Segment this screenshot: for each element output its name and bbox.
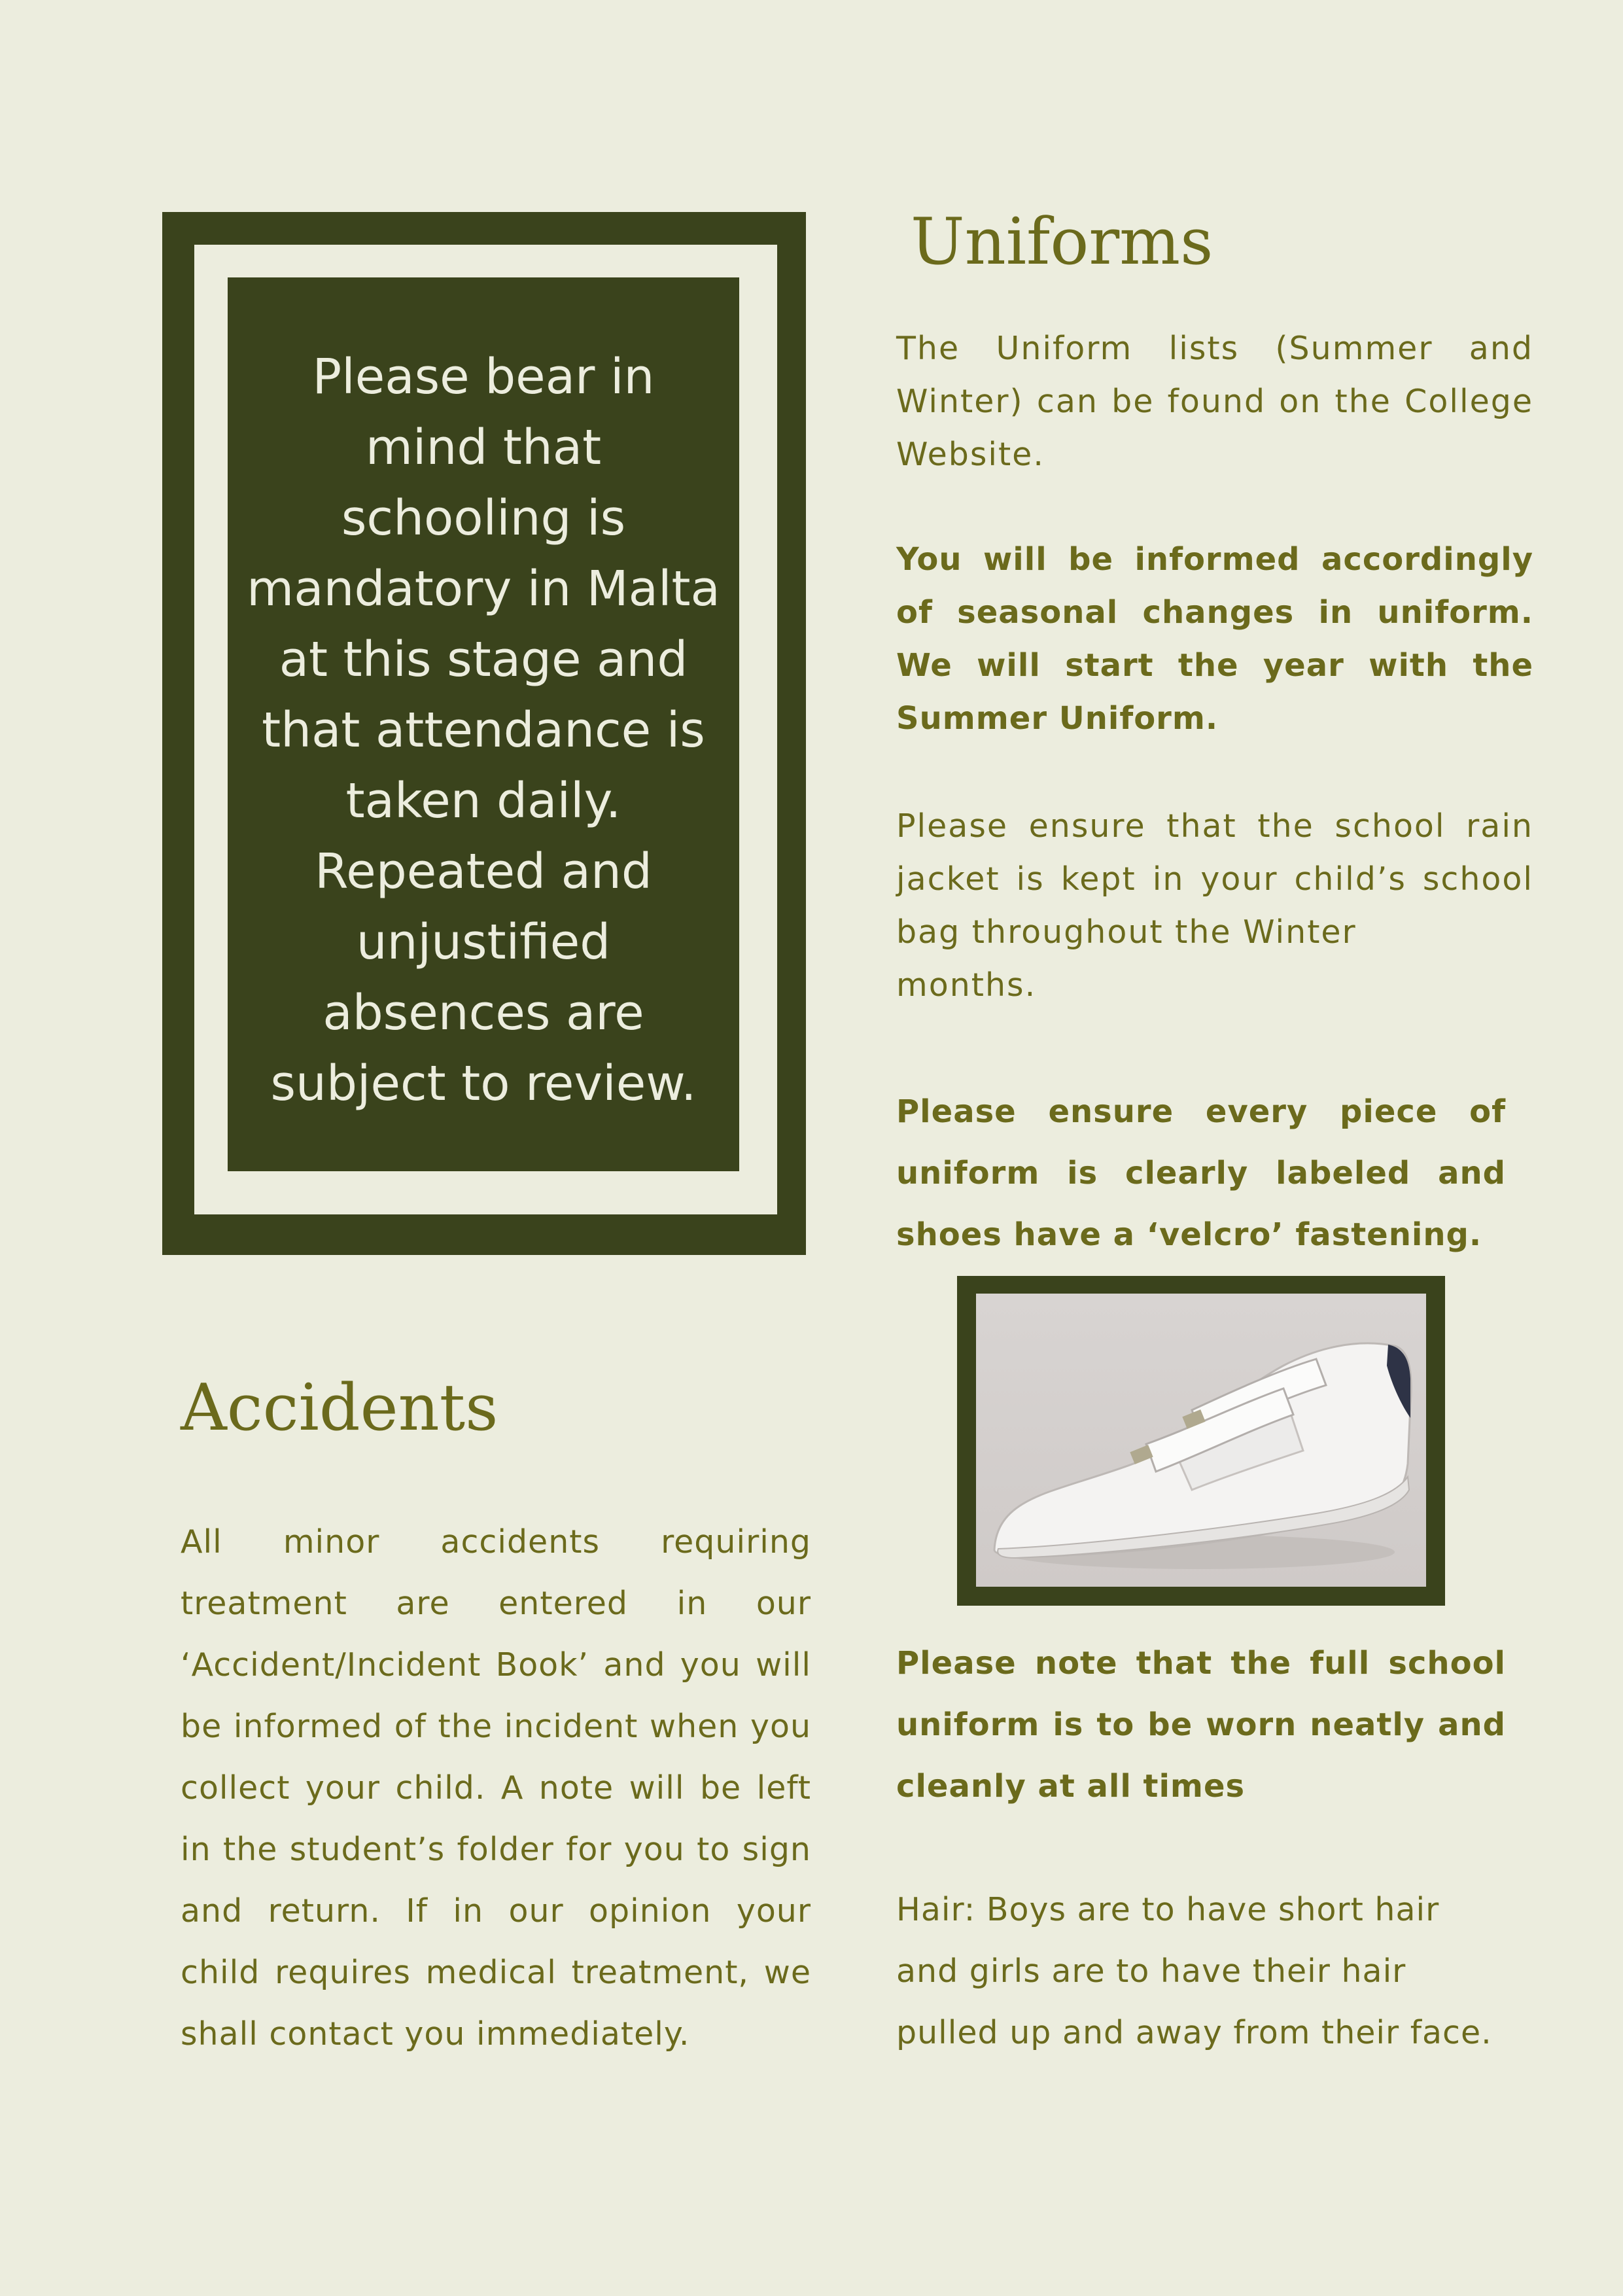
- notice-line: that attendance is: [262, 702, 705, 758]
- uniform-lists-paragraph: The Uniform lists (Summer and Winter) can be found on the College Website.: [896, 330, 1533, 473]
- notice-line: Please bear in: [312, 349, 655, 405]
- velcro-shoe-icon: [976, 1294, 1426, 1587]
- accidents-heading: Accidents: [181, 1371, 498, 1445]
- notice-line: unjustified: [356, 914, 611, 970]
- rain-jacket-paragraph: [896, 800, 1533, 1012]
- uniforms-heading: Uniforms: [911, 205, 1213, 279]
- attendance-notice: [228, 277, 739, 1171]
- notice-line: mind that: [365, 419, 602, 476]
- rain-jacket-text-end: months.: [896, 966, 1037, 1004]
- notice-line: schooling is: [341, 490, 626, 546]
- notice-line: absences are: [323, 985, 644, 1041]
- rain-jacket-text: Please ensure that the school rain jacket is kept in your child’s school bag throughout the Winter: [896, 807, 1533, 951]
- accidents-paragraph: All minor accidents requiring treatment are entered in our ‘Accident/Incident Book’ and you will be informed of the incident when you collect your child. A note will be left in the student’s folder for you to sign and return. If in our opinion your child requires medical treatment, we shall contact you immediately.: [181, 1523, 811, 2053]
- labeling-paragraph: Please ensure every piece of uniform is clearly labeled and shoes have a ‘velcro’ fastening.: [896, 1093, 1506, 1253]
- notice-line: mandatory in Malta: [247, 561, 720, 617]
- notice-line: subject to review.: [270, 1055, 697, 1112]
- notice-line: taken daily.: [345, 773, 621, 829]
- notice-line: at this stage and: [279, 631, 688, 688]
- velcro-shoe-image: [976, 1294, 1426, 1587]
- hair-policy-paragraph: Hair: Boys are to have short hair and girls are to have their hair pulled up and away from their face.: [896, 1891, 1492, 2051]
- full-uniform-paragraph: Please note that the full school uniform is to be worn neatly and cleanly at all times: [896, 1645, 1506, 1805]
- seasonal-changes-paragraph: You will be informed accordingly of seasonal changes in uniform. We will start the year with the Summer Uniform.: [896, 541, 1533, 737]
- notice-line: Repeated and: [315, 843, 652, 900]
